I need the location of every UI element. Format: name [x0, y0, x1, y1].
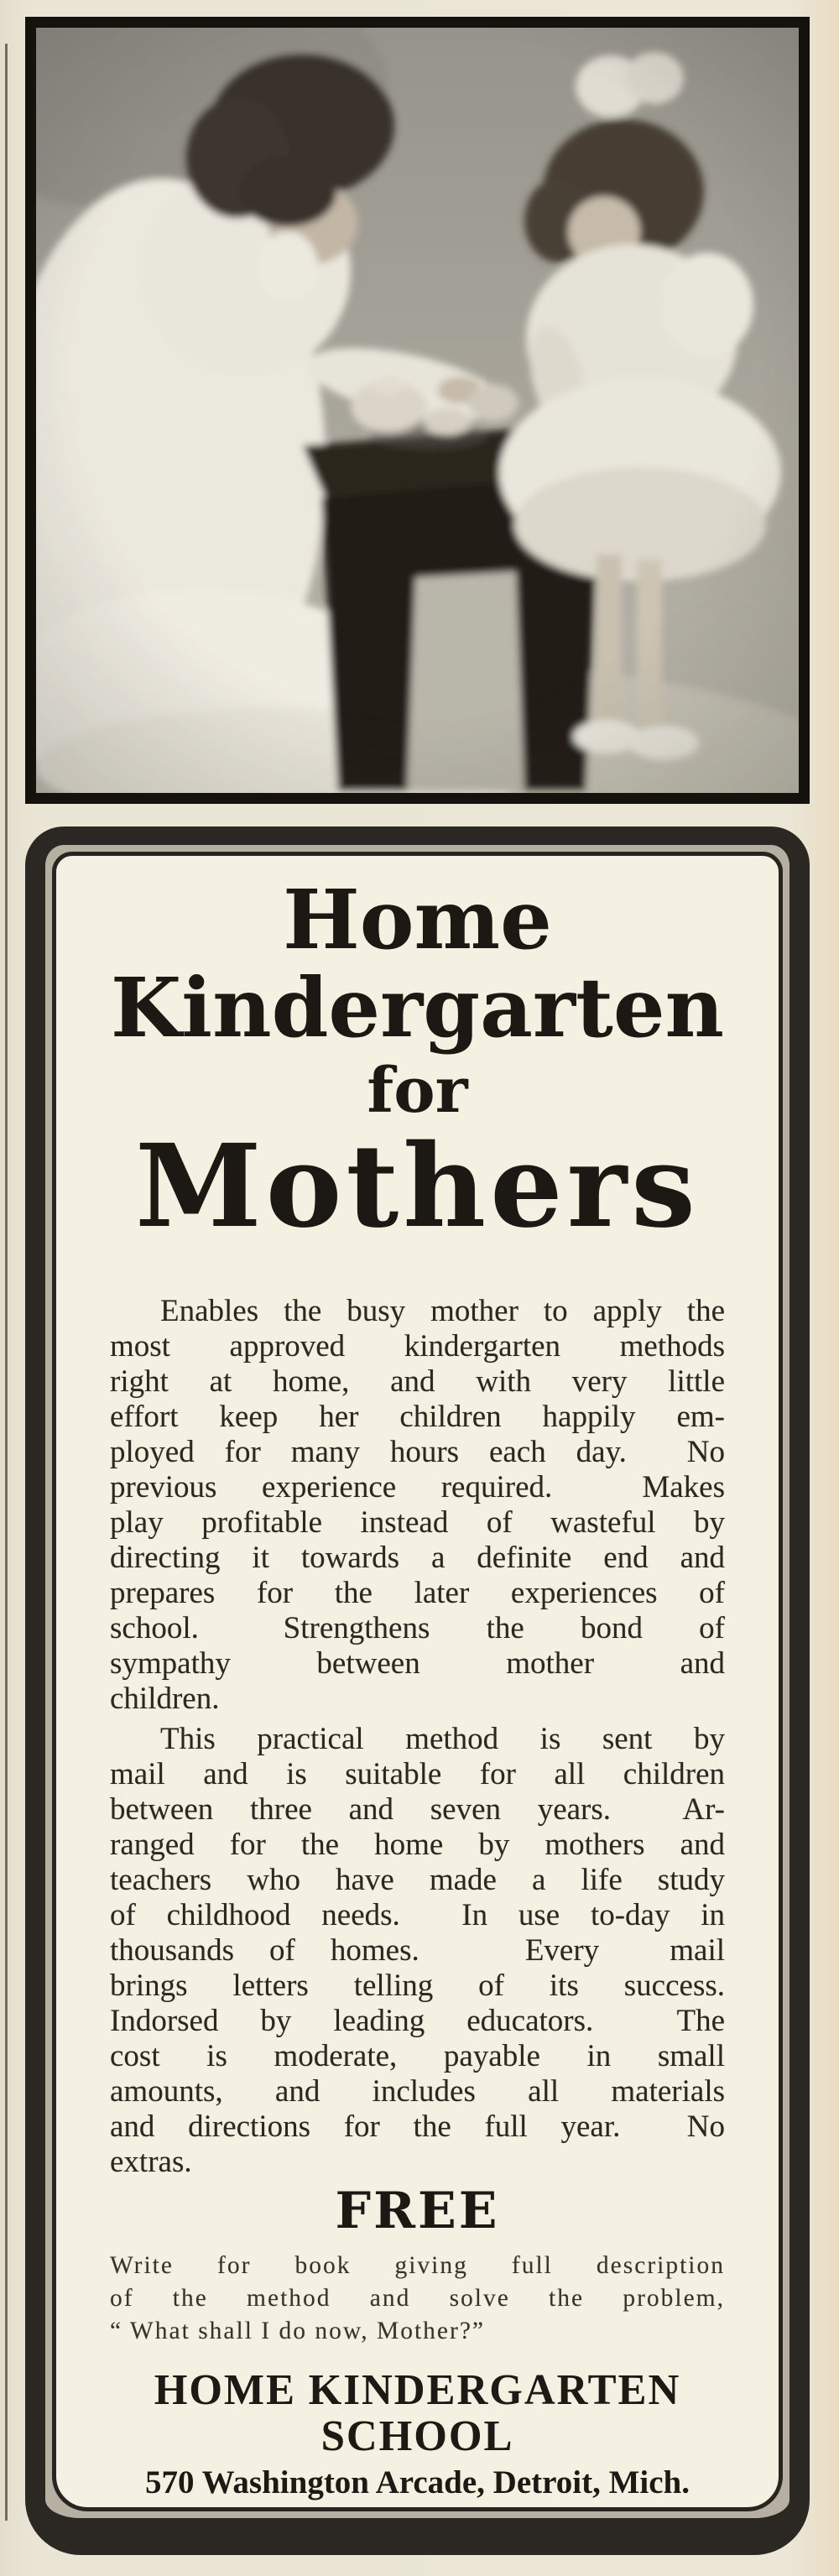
text-line: mail and is suitable for all children [110, 1757, 725, 1792]
text-line: play profitable instead of wasteful by [110, 1505, 725, 1541]
title-line-for: for [367, 1054, 468, 1127]
photo-frame [25, 17, 810, 804]
free-offer-text [110, 2250, 725, 2348]
free-heading: FREE [335, 2182, 500, 2241]
text-line: sympathy between mother and [110, 1646, 725, 1682]
title-line-kindergarten: Kindergarten [110, 959, 725, 1056]
mother-child-photo [36, 28, 799, 793]
school-name: HOME KINDERGARTEN SCHOOL [154, 2366, 681, 2460]
text-line: children. [110, 1682, 220, 1717]
text-line: Enables the busy mother to apply the [160, 1294, 725, 1329]
text-line: school. Strengthens the bond of [110, 1611, 725, 1646]
text-line: cost is moderate, payable in small [110, 2039, 725, 2074]
ad-border [25, 827, 810, 2555]
text-line: amounts, and includes all materials [110, 2074, 725, 2109]
title-line-home: Home [283, 872, 552, 967]
paragraph-2 [110, 1722, 725, 2180]
text-line: of the method and solve the problem, [110, 2285, 725, 2313]
text-line: ranged for the home by mothers and [110, 1828, 725, 1863]
text-line: directing it towards a definite end and [110, 1541, 725, 1576]
text-line: Indorsed by leading educators. The [110, 2004, 725, 2039]
text-line: effort keep her children happily em- [110, 1400, 725, 1435]
text-line: previous experience required. Makes [110, 1470, 725, 1505]
text-line: ployed for many hours each day. No [110, 1435, 725, 1470]
title-line-mothers: Mothers [135, 1119, 700, 1254]
text-line: prepares for the later experiences of [110, 1576, 725, 1611]
text-line: Write for book giving full description [110, 2252, 725, 2280]
photo-vignette [36, 28, 799, 793]
text-line: This practical method is sent by [160, 1722, 725, 1757]
text-line: right at home, and with very little [110, 1364, 725, 1400]
paragraph-1 [110, 1294, 725, 1717]
text-line: of childhood needs. In use to-day in [110, 1898, 725, 1933]
text-line: “ What shall I do now, Mother?” [110, 2318, 486, 2345]
text-line: thousands of homes. Every mail [110, 1933, 725, 1969]
school-address: 570 Washington Arcade, Detroit, Mich. [145, 2464, 690, 2501]
ad-content [52, 852, 783, 2511]
text-line: most approved kindergarten methods [110, 1329, 725, 1364]
text-line: and directions for the full year. No [110, 2109, 725, 2145]
text-line: extras. [110, 2145, 192, 2180]
page-edge-line [5, 44, 8, 2521]
text-line: teachers who have made a life study [110, 1863, 725, 1898]
text-line: brings letters telling of its success. [110, 1969, 725, 2004]
text-line: between three and seven years. Ar- [110, 1792, 725, 1828]
